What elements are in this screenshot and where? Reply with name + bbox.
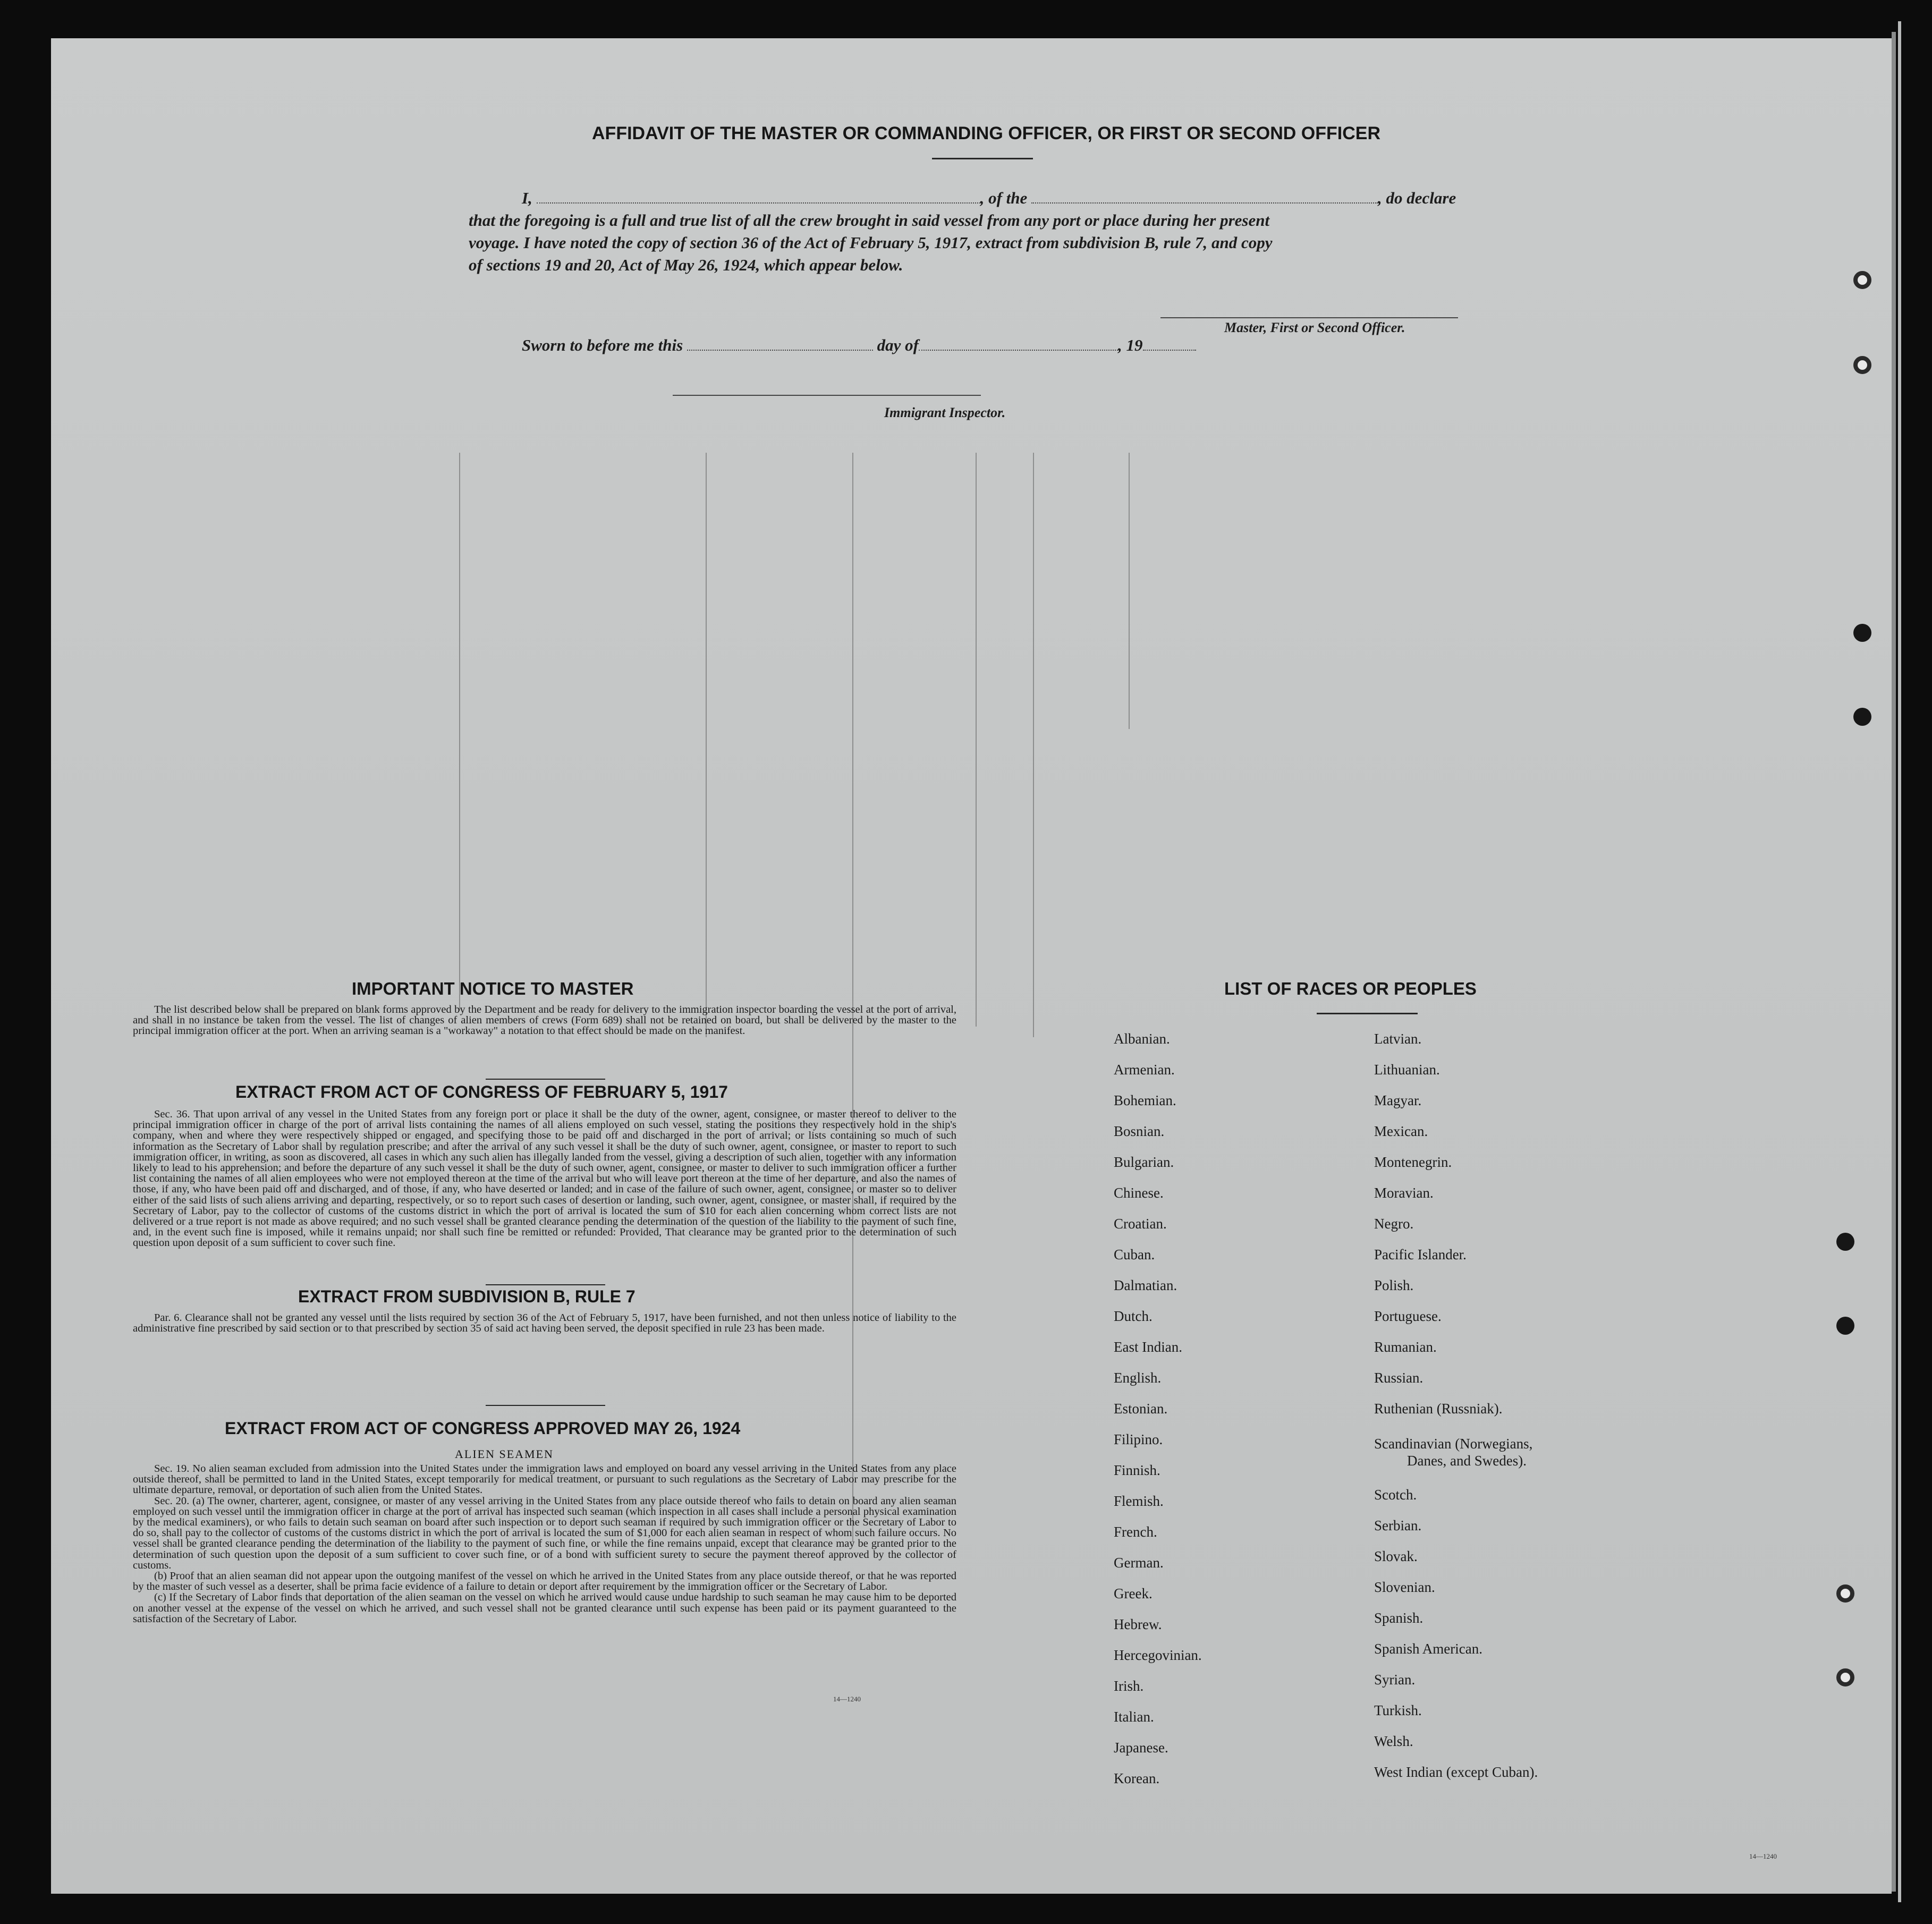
race-item: Hercegovinian. [1114, 1647, 1202, 1663]
declarant-name-field[interactable] [537, 202, 980, 204]
race-item: Estonian. [1114, 1401, 1168, 1417]
sec20b-text: (b) Proof that an alien seaman did not appear upon the outgoing manifest of the vessel on which he arrived in the United States from any place outside thereof, or that he was reported by the master of such vessel as a deserter, shall be prima facie evidence of a failure to detain or deport after requirement by the immigration officer or the Secretary of Labor. [133, 1570, 956, 1593]
affidavit-line-4: of sections 19 and 20, Act of May 26, 1924, which appear below. [469, 256, 903, 274]
extract-1924-title: EXTRACT FROM ACT OF CONGRESS APPROVED MAY 26, 1924 [225, 1419, 741, 1438]
race-item: Pacific Islander. [1374, 1247, 1467, 1262]
race-item: Dalmatian. [1114, 1277, 1177, 1293]
race-item: Rumanian. [1374, 1339, 1437, 1355]
document-sheet [51, 38, 1892, 1894]
sec20a-text: Sec. 20. (a) The owner, charterer, agent, consignee, or master of any vessel arriving in the United States from any place outside thereof who fails to detain on board any alien seaman employed on such vessel until the immigration officer in charge at the port of arrival has inspected such seaman (which inspection in all cases shall include a personal physical examination by the medical examiners), or who fails to detain such seaman on board after such inspection or to deport such seaman if required by such immigration officer or the Secretary of Labor to do so, shall pay to the collector of customs of the customs district in which the port of arrival is located the sum of $1,000 for each alien seaman in respect of whom such failure occurs. No vessel shall be granted clearance pending the determination of the liability to the payment of such fine, or while the fine remains unpaid, except that clearance may be granted prior to the determination of such question upon the deposit of a sum sufficient to cover such fine, or of a bond with sufficient surety to secure the payment thereof approved by the collector of customs. [133, 1495, 956, 1571]
race-item: Hebrew. [1114, 1616, 1162, 1632]
race-item: English. [1114, 1370, 1162, 1386]
inspector-signature-label: Immigrant Inspector. [884, 405, 1006, 420]
race-item: Bulgarian. [1114, 1154, 1174, 1170]
binder-hole-icon [1853, 356, 1871, 374]
notice-title: IMPORTANT NOTICE TO MASTER [352, 979, 634, 998]
race-item: East Indian. [1114, 1339, 1182, 1355]
race-item: Syrian. [1374, 1672, 1416, 1688]
race-item: Slovenian. [1374, 1579, 1435, 1595]
race-item: Ruthenian (Russniak). [1374, 1401, 1503, 1417]
binder-hole-icon [1853, 271, 1871, 289]
race-item: Korean. [1114, 1770, 1160, 1786]
race-item: Chinese. [1114, 1185, 1164, 1201]
race-item: Slovak. [1374, 1548, 1418, 1564]
race-item: Portuguese. [1374, 1308, 1442, 1324]
race-item: Scotch. [1374, 1487, 1417, 1503]
race-item: Spanish. [1374, 1610, 1423, 1626]
binder-hole-icon [1836, 1584, 1854, 1603]
race-item: Irish. [1114, 1678, 1144, 1694]
race-item: French. [1114, 1524, 1157, 1540]
race-item: Greek. [1114, 1586, 1153, 1601]
extract-1917-title: EXTRACT FROM ACT OF CONGRESS OF FEBRUARY 5, 1917 [235, 1082, 728, 1101]
race-item: Spanish American. [1374, 1641, 1482, 1657]
extract-1917-divider [486, 1284, 605, 1285]
race-item: Negro. [1374, 1216, 1414, 1232]
binder-hole-icon [1853, 624, 1871, 642]
race-item: Dutch. [1114, 1308, 1153, 1324]
binder-hole-icon [1836, 1233, 1854, 1251]
sworn-year-field[interactable] [1143, 350, 1196, 351]
race-item: Scandinavian (Norwegians, [1374, 1436, 1533, 1452]
sheet-edge-back [1898, 21, 1901, 1902]
extract-1924-text [133, 1463, 956, 1624]
sworn-line: Sworn to before me this day of , 19 [522, 336, 1196, 355]
sec19-text: Sec. 19. No alien seaman excluded from admission into the United States under the immigration laws and employed on board any vessel arriving in the United States from any place outside thereof, shall be permitted to land in the United States, except temporarily for medical treatment, or pursuant to such regulations as the Secretary of Labor may prescribe for the ultimate departure, removal, or deportation of such alien from the United States. [133, 1463, 956, 1496]
race-item: Turkish. [1374, 1702, 1422, 1718]
race-item: Bohemian. [1114, 1092, 1176, 1108]
race-item: Bosnian. [1114, 1123, 1165, 1139]
affidavit-line-1: I, , of the , do declare [522, 189, 1456, 207]
race-item: Finnish. [1114, 1462, 1160, 1478]
race-item: Albanian. [1114, 1031, 1170, 1047]
rule7-title: EXTRACT FROM SUBDIVISION B, RULE 7 [298, 1287, 635, 1306]
affidavit-title: AFFIDAVIT OF THE MASTER OR COMMANDING OFFICER, OR FIRST OR SECOND OFFICER [592, 123, 1380, 143]
race-item: Moravian. [1374, 1185, 1434, 1201]
sworn-month-field[interactable] [919, 350, 1118, 351]
affidavit-title-rule [932, 158, 1033, 159]
notice-text: The list described below shall be prepared on blank forms approved by the Department and be ready for delivery to the immigration inspector boarding the vessel at the port of arrival, and shall in no instance be taken from the vessel. The list of changes of alien members of crews (Form 689) shall not be retained on board, but shall be delivered by the master to the principal immigration officer at the port. When an arriving seaman is a "workaway" a notation to that effect should be made on the manifest. [133, 1004, 956, 1037]
race-item: Danes, and Swedes). [1407, 1453, 1527, 1469]
rule7-text: Par. 6. Clearance shall not be granted any vessel until the lists required by section 36 of the Act of February 5, 1917, have been furnished, and not then unless notice of liability to the administrative fine prescribed by said section or to that prescribed by section 35 of said act having been served, the deposit specified in rule 23 has been made. [133, 1312, 956, 1335]
inspector-signature-line[interactable] [673, 395, 981, 396]
race-item: Lithuanian. [1374, 1062, 1440, 1078]
race-item: Armenian. [1114, 1062, 1175, 1078]
race-item: Italian. [1114, 1709, 1154, 1725]
race-item: Serbian. [1374, 1518, 1422, 1533]
sheet-edge [1892, 32, 1896, 1892]
race-item: Montenegrin. [1374, 1154, 1452, 1170]
sec20c-text: (c) If the Secretary of Labor finds that deportation of the alien seaman on the vessel on which he arrived would cause undue hardship to such seaman he may cause him to be deported on another vessel at the expense of the vessel on which he arrived, and such vessel shall not be granted clearance until such expense has been paid or its payment guaranteed to the satisfaction of the Secretary of Labor. [133, 1591, 956, 1625]
race-item: German. [1114, 1555, 1164, 1571]
binder-hole-icon [1836, 1668, 1854, 1686]
form-number-right: 14—1240 [1749, 1852, 1777, 1860]
extract-1924-subtitle: ALIEN SEAMEN [455, 1447, 554, 1461]
races-title-rule [1317, 1013, 1418, 1014]
vessel-name-field[interactable] [1031, 202, 1378, 204]
race-item: Polish. [1374, 1277, 1414, 1293]
binder-hole-icon [1853, 708, 1871, 726]
notice-divider [486, 1079, 605, 1080]
race-item: Japanese. [1114, 1740, 1168, 1756]
master-signature-line[interactable] [1160, 317, 1458, 318]
races-title: LIST OF RACES OR PEOPLES [1224, 979, 1477, 998]
race-item: Welsh. [1374, 1733, 1413, 1749]
race-item: Latvian. [1374, 1031, 1422, 1047]
sworn-day-field[interactable] [687, 350, 873, 351]
master-signature-label: Master, First or Second Officer. [1224, 320, 1405, 335]
race-item: Cuban. [1114, 1247, 1155, 1262]
race-item: Mexican. [1374, 1123, 1428, 1139]
race-item: Flemish. [1114, 1493, 1164, 1509]
form-number-left: 14—1240 [833, 1695, 861, 1703]
race-item: Magyar. [1374, 1092, 1422, 1108]
race-item: Filipino. [1114, 1431, 1163, 1447]
race-item: Croatian. [1114, 1216, 1167, 1232]
affidavit-line-2: that the foregoing is a full and true list of all the crew brought in said vessel from any port or place during her present [469, 211, 1270, 230]
race-item: Russian. [1374, 1370, 1423, 1386]
affidavit-line-3: voyage. I have noted the copy of section 36 of the Act of February 5, 1917, extract from subdivision B, rule 7, and copy [469, 233, 1273, 252]
extract-1917-text: Sec. 36. That upon arrival of any vessel in the United States from any foreign port or place it shall be the duty of the owner, agent, consignee, or master thereof to deliver to the principal immigration officer in charge of the port of arrival lists containing the names of all aliens employed on such vessel, stating the positions they respectively hold in the ship's company, when and where they were respectively shipped or engaged, and specifying those to be paid off and discharged in the port of arrival; or lists containing so much of such information as the Secretary of Labor shall by regulation prescribe; and after the arrival of any such vessel it shall be the duty of such owner, agent, consignee, or master to report to such immigration officer, in writing, as soon as discovered, all cases in which any such alien has illegally landed from the vessel, giving a description of such alien, together with any information likely to lead to his apprehension; and before the departure of any such vessel it shall be the duty of such owner, agent, consignee, or master to deliver to such immigration officer a further list containing the names of all alien employees who were not employed thereon at the time of the arrival but who will leave port thereon at the time of her departure, and also the names of those, if any, who have been paid off and discharged, and of those, if any, who have deserted or landed; and in case of the failure of such owner, agent, consignee, or master so to deliver either of the said lists of such aliens arriving and departing, respectively, or so to report such cases of desertion or landing, such owner, agent, consignee, or master shall, if required by the Secretary of Labor, pay to the collector of customs of the customs district in which the port of arrival is located the sum of $10 for each alien concerning whom correct lists are not delivered or a true report is not made as above required; and no such vessel shall be granted clearance pending the determination of the question of the liability to the payment of such fine, and, in the event such fine is imposed, while it remains unpaid; nor shall such fine be remitted or refunded: Provided, That clearance may be granted prior to the determination of such question upon deposit of a sum sufficient to cover such fine. [133, 1108, 956, 1249]
race-item: West Indian (except Cuban). [1374, 1764, 1538, 1780]
binder-hole-icon [1836, 1317, 1854, 1335]
rule7-divider [486, 1405, 605, 1406]
